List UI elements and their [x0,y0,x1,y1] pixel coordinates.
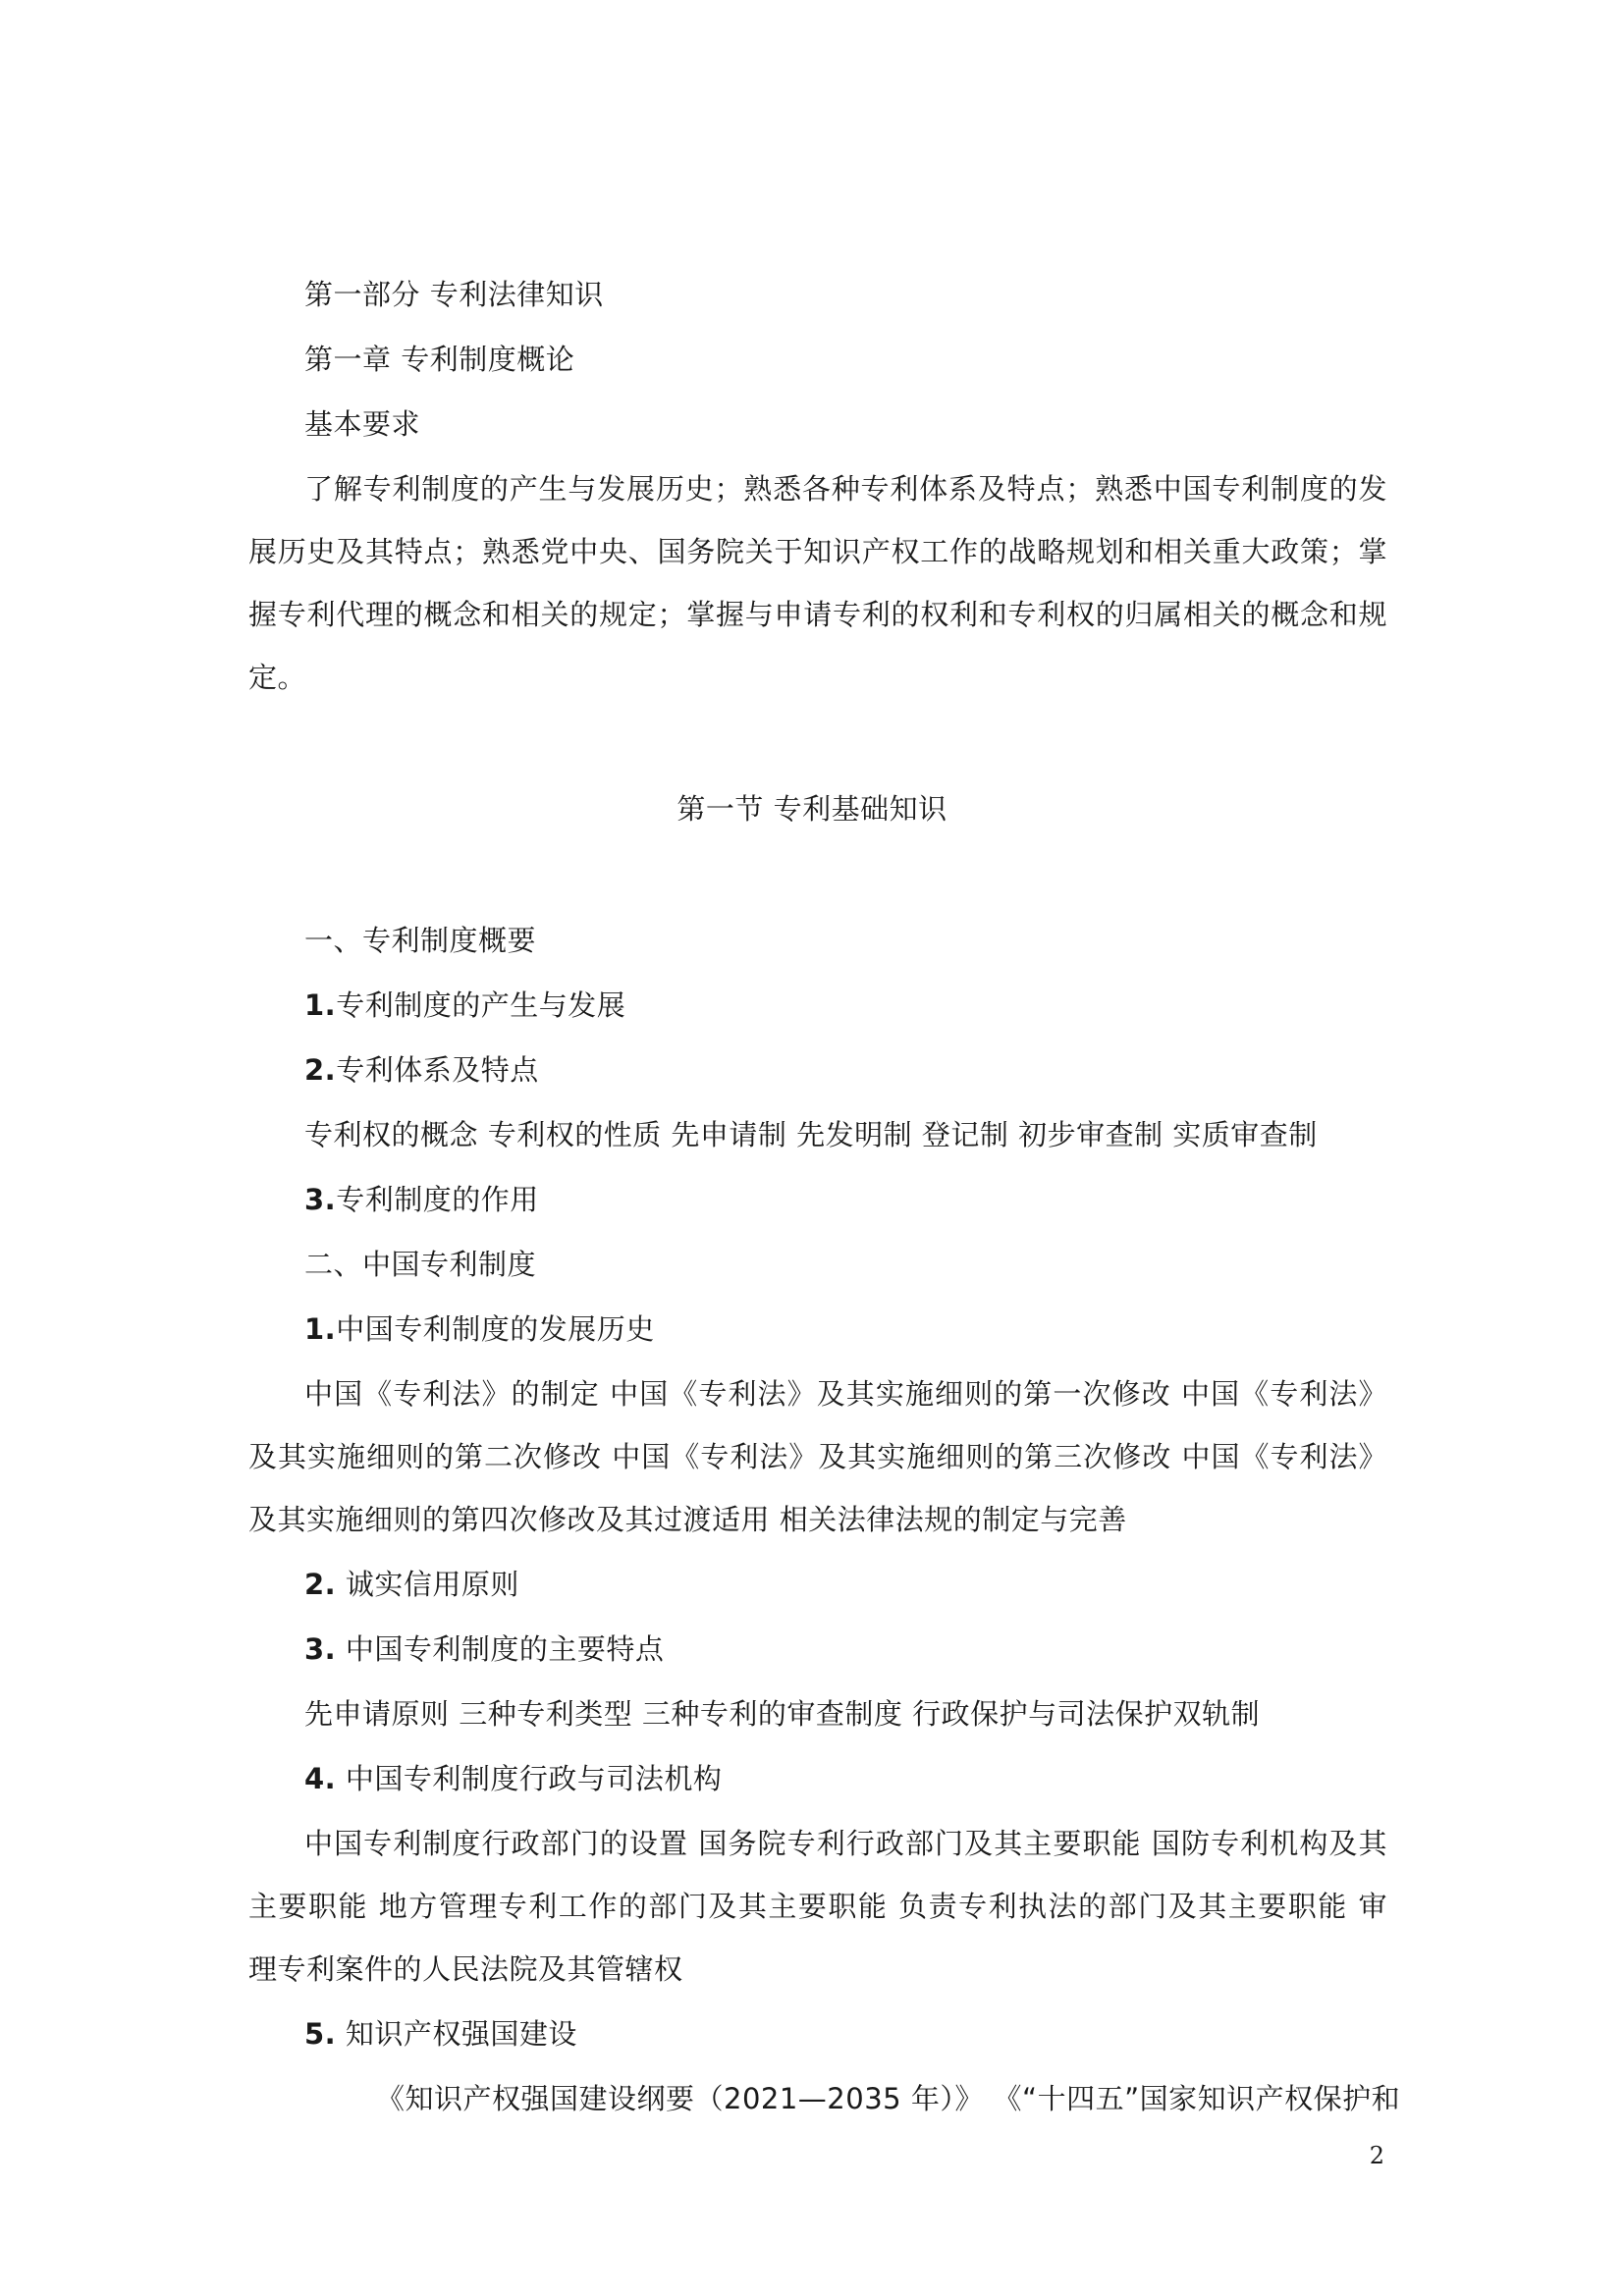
part1-item-1 [304,989,1443,1021]
part2-item-4-line: 主要职能 地方管理专利工作的部门及其主要职能 负责专利执法的部门及其主要职能 审 [248,1890,1387,1923]
requirements-heading: 基本要求 [304,407,421,441]
chapter-title: 第一章 专利制度概论 [304,343,575,376]
item-number: 2. [304,1568,337,1601]
part2-item-1 [304,1313,1443,1345]
item-text: 中国专利制度的发展历史 [336,1312,655,1346]
item-text: 专利制度的作用 [336,1183,539,1216]
part2-item-5 [304,2018,1443,2050]
requirements-line: 展历史及其特点；熟悉党中央、国务院关于知识产权工作的战略规划和相关重大政策；掌 [248,535,1387,568]
item-text: 诚实信用原则 [336,1568,519,1601]
part1-item-2-terms: 专利权的概念 专利权的性质 先申请制 先发明制 登记制 初步审查制 实质审查制 [304,1118,1318,1151]
item-text: 专利制度的产生与发展 [336,988,626,1022]
part2-item-4 [304,1763,1443,1794]
item-text: 专利体系及特点 [336,1053,539,1087]
item-number: 2. [304,1053,337,1087]
item-text: 中国专利制度的主要特点 [336,1632,665,1666]
page-number: 2 [1369,2142,1384,2169]
requirements-line: 了解专利制度的产生与发展历史；熟悉各种专利体系及特点；熟悉中国专利制度的发 [304,472,1387,506]
part2-heading: 二、中国专利制度 [304,1248,537,1281]
item-number: 3. [304,1632,337,1666]
item-text: 知识产权强国建设 [336,2017,577,2051]
item-number: 5. [304,2017,337,2051]
item-number: 1. [304,1312,337,1346]
requirements-line: 定。 [248,661,307,694]
part-title: 第一部分 专利法律知识 [304,278,604,311]
item-number: 3. [304,1183,337,1216]
part2-item-2 [304,1569,1443,1600]
part2-item-1-line: 中国《专利法》的制定 中国《专利法》及其实施细则的第一次修改 中国《专利法》 [304,1377,1387,1411]
item-number: 4. [304,1762,337,1795]
part1-item-2 [304,1054,1443,1086]
part2-item-3-terms: 先申请原则 三种专利类型 三种专利的审查制度 行政保护与司法保护双轨制 [304,1697,1261,1731]
part2-item-3 [304,1633,1443,1665]
part2-item-4-line: 中国专利制度行政部门的设置 国务院专利行政部门及其主要职能 国防专利机构及其 [304,1827,1387,1860]
item-number: 1. [304,988,337,1022]
requirements-line: 握专利代理的概念和相关的规定；掌握与申请专利的权利和专利权的归属相关的概念和规 [248,598,1387,631]
item-text: 中国专利制度行政与司法机构 [336,1762,723,1795]
part1-item-3 [304,1184,1443,1215]
part2-item-1-line: 及其实施细则的第四次修改及其过渡适用 相关法律法规的制定与完善 [248,1503,1127,1536]
part2-item-1-line: 及其实施细则的第二次修改 中国《专利法》及其实施细则的第三次修改 中国《专利法》 [248,1440,1387,1473]
part2-item-4-line: 理专利案件的人民法院及其管辖权 [248,1952,683,1986]
part2-item-5-line: 《知识产权强国建设纲要（2021—2035 年）》 《“十四五”国家知识产权保护和 [376,2082,1401,2115]
part1-heading: 一、专利制度概要 [304,924,537,957]
section-title: 第一节 专利基础知识 [677,792,947,826]
